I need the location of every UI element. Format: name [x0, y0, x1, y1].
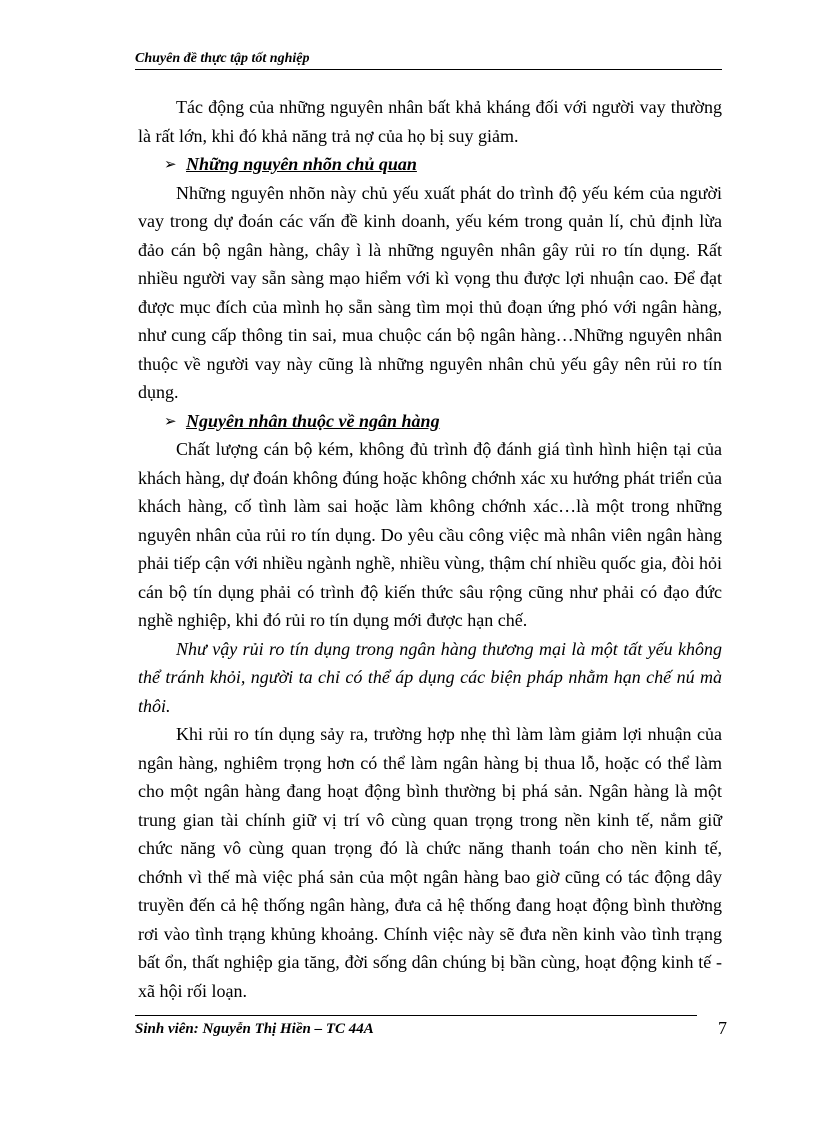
- document-body: [138, 93, 722, 1005]
- heading-bank-causes: [138, 407, 722, 436]
- footer-divider: [135, 1015, 697, 1016]
- arrow-right-icon: ➢: [164, 411, 177, 430]
- heading-subjective-causes-text: Những nguyên nhõn chủ quan: [186, 154, 417, 174]
- heading-subjective-causes: [138, 150, 722, 179]
- page-number: 7: [718, 1018, 727, 1038]
- paragraph-consequences: Khi rủi ro tín dụng sảy ra, trường hợp nhẹ thì làm làm giảm lợi nhuận của ngân hàng, nghiêm trọng hơn có thể làm ngân hàng bị thua lỗ, hoặc có thể làm cho một ngân hàng đang hoạt động bình thường bị phá sản. Ngân hàng là một trung gian tài chính giữ vị trí vô cùng quan trọng trong nền kinh tế, nắm giữ chức năng vô cùng quan trọng đó là chức năng thanh toán cho nền kinh tế, chớnh vì thế mà việc phá sản của một ngân hàng bao giờ cũng có tác động dây truyền đến cả hệ thống ngân hàng, đưa cả hệ thống đang hoạt động bình thường rơi vào tình trạng khủng khoảng. Chính việc này sẽ đưa nền kinh vào tình trạng bất ổn, thất nghiệp gia tăng, đời sống dân chúng bị bần cùng, hoạt động kinh tế - xã hội rối loạn.: [138, 724, 722, 1001]
- paragraph-conclusion-italic: Như vậy rủi ro tín dụng trong ngân hàng thương mại là một tất yếu không thể tránh khỏi, người ta chỉ có thể áp dụng các biện pháp nhằm hạn chế nú mà thôi.: [138, 638, 722, 716]
- header-title: Chuyên đề thực tập tốt nghiệp: [135, 51, 310, 66]
- arrow-right-icon: ➢: [164, 155, 177, 173]
- paragraph-force-majeure: Tác động của những nguyên nhân bất khả kháng đối với người vay thường là rất lớn, khi đó khả năng trả nợ của họ bị suy giảm.: [138, 97, 722, 146]
- heading-bank-causes-text: Nguyên nhân thuộc về ngân hàng: [186, 410, 440, 431]
- page-header: [135, 51, 722, 70]
- paragraph-staff-quality: Chất lượng cán bộ kém, không đủ trình độ đánh giá tình hình hiện tại của khách hàng, dự đoán không đúng hoặc không chớnh xác xu hướng phát triển của khách hàng, cố tình làm sai hoặc làm không chớnh xác…là một trong những nguyên nhân của rủi ro tín dụng. Do yêu cầu công việc mà nhân viên ngân hàng phải tiếp cận với nhiều ngành nghề, nhiều vùng, thậm chí nhiều quốc gia, đòi hỏi cán bộ tín dụng phải có trình độ kiến thức sâu rộng cũng như phải có đạo đức nghề nghiệp, khi đó rủi ro tín dụng mới được hạn chế.: [138, 439, 722, 630]
- footer-author: Sinh viên: Nguyễn Thị Hiền – TC 44A: [135, 1021, 374, 1037]
- paragraph-borrower-causes: Những nguyên nhõn này chủ yếu xuất phát do trình độ yếu kém của người vay trong dự đoán các vấn đề kinh doanh, yếu kém trong quản lí, chủ định lừa đảo cán bộ ngân hàng, chây ì là những nguyên nhân gây rủi ro tín dụng. Rất nhiều người vay sẵn sàng mạo hiểm với kì vọng thu được lợi nhuận cao. Để đạt được mục đích của mình họ sẵn sàng tìm mọi thủ đoạn ứng phó với ngân hàng, như cung cấp thông tin sai, mua chuộc cán bộ ngân hàng…Những nguyên nhân thuộc về người vay này cũng là những nguyên nhân chủ yếu gây nên rủi ro tín dụng.: [138, 182, 722, 402]
